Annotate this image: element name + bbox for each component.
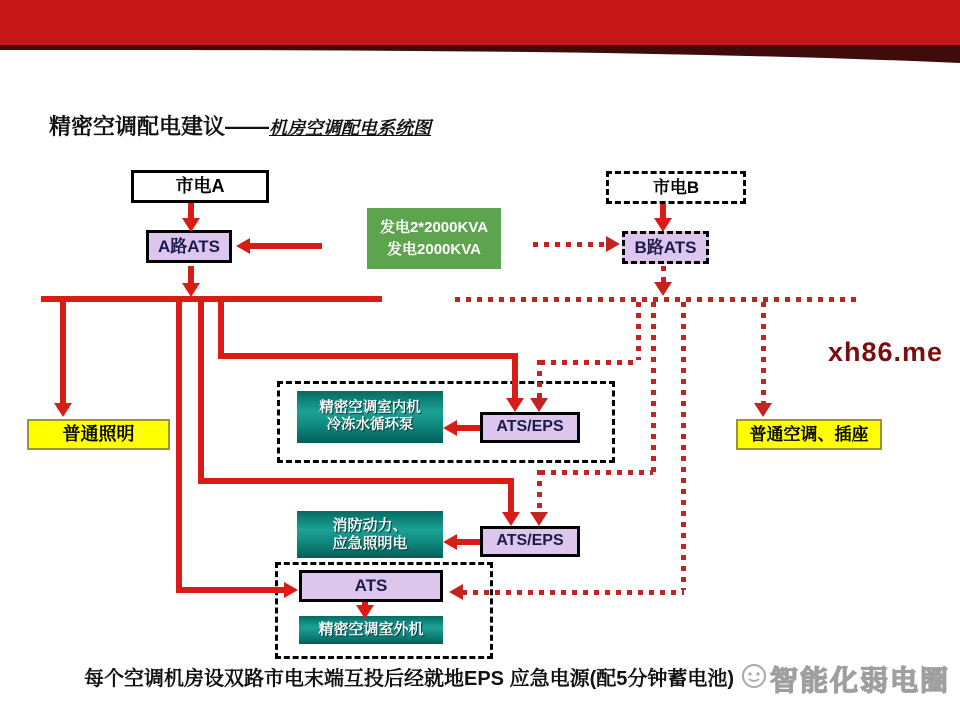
ac-sockets-node — [736, 419, 882, 450]
ats-eps-2-label: ATS/EPS — [496, 532, 564, 550]
feed-eps1-horizontal — [218, 353, 518, 359]
feed-eps2-vertical — [198, 302, 204, 484]
generator-line1: 发电2*2000KVA — [379, 218, 489, 236]
bus-a-line — [41, 296, 382, 302]
fire-power-line1: 消防动力、 — [332, 517, 408, 535]
ats-outdoor-label: ATS — [354, 576, 388, 596]
outdoor-unit-label: 精密空调室外机 — [318, 621, 424, 639]
dotted-eps2-vertical — [651, 302, 656, 472]
indoor-unit-line2: 冷冻水循环泵 — [326, 417, 414, 433]
mains-a-node — [131, 170, 269, 203]
generator-line2: 发电2000KVA — [387, 241, 481, 258]
arrowhead-mains-a — [182, 218, 200, 232]
dotted-eps1-horizontal — [540, 360, 638, 365]
fire-power-line2: 应急照明电 — [332, 534, 408, 552]
outdoor-unit-node — [299, 616, 443, 644]
mains-b-node — [606, 171, 746, 204]
lighting-node — [27, 419, 170, 450]
feed-ats-vertical — [176, 302, 182, 593]
arrowhead-ats-a-bus — [182, 283, 200, 297]
dotted-eps2-horizontal — [540, 470, 653, 475]
ats-a-label: A路ATS — [157, 236, 220, 256]
ats-eps-1-node — [480, 412, 580, 443]
arrowhead-eps1-solid — [506, 398, 524, 412]
arrowhead-eps2-solid — [502, 512, 520, 526]
slide-caption: 每个空调机房设双路市电末端互投后经就地EPS 应急电源(配5分钟蓄电池) — [84, 668, 735, 690]
arrowhead-gen-to-ats-b — [606, 236, 620, 252]
ats-a-node — [146, 230, 232, 263]
fire-power-node — [297, 511, 443, 558]
page-title — [49, 110, 431, 141]
dotted-ats-b-to-bus — [661, 266, 666, 283]
brand-watermark: 智能化弱电圈 — [770, 665, 951, 696]
arrowhead-eps1-to-indoor — [443, 420, 457, 436]
dotted-ats-vertical — [681, 302, 686, 590]
arrowhead-lighting — [54, 403, 72, 417]
ats-outdoor-node — [299, 570, 443, 602]
feed-eps1-drop — [512, 353, 518, 400]
arrowhead-ats-solid — [284, 582, 298, 598]
generator-node — [367, 208, 501, 269]
dotted-sockets-drop — [761, 302, 766, 405]
header-band — [0, 0, 960, 70]
feed-ats-horizontal — [176, 587, 286, 593]
dotted-eps1-vertical — [636, 302, 641, 360]
dotted-ats-horizontal — [462, 590, 684, 595]
arrowhead-ats-dotted — [449, 584, 463, 600]
arrowhead-eps2-dotted — [530, 512, 548, 526]
dotted-eps2-drop — [537, 470, 542, 514]
arrowhead-ats-b-bus — [654, 282, 672, 296]
brand-logo-icon — [740, 662, 768, 690]
title-sub: 机房空调配电系统图 — [269, 118, 432, 138]
ats-eps-2-node — [480, 526, 580, 557]
drop-lighting-line — [60, 302, 66, 404]
dotted-gen-to-ats-b — [533, 242, 606, 247]
mains-b-label: 市电B — [652, 177, 700, 197]
lighting-label: 普通照明 — [62, 424, 135, 445]
ats-b-node — [622, 231, 709, 264]
bus-b-line — [455, 297, 862, 302]
feed-eps1-vertical — [218, 302, 224, 359]
arrow-ats-a-to-bus — [188, 266, 194, 284]
arrow-eps2-to-fire — [456, 539, 480, 545]
arrowhead-gen-to-ats-a — [236, 238, 250, 254]
arrowhead-mains-b — [654, 218, 672, 232]
site-watermark: xh86.me — [828, 337, 944, 367]
feed-eps2-drop — [508, 478, 514, 515]
arrow-eps1-to-indoor — [456, 425, 480, 431]
ats-b-label: B路ATS — [634, 237, 697, 257]
arrowhead-sockets — [754, 403, 772, 417]
ats-eps-1-label: ATS/EPS — [496, 418, 564, 436]
arrowhead-ats-to-outdoor — [356, 605, 374, 619]
arrowhead-eps1-dotted — [530, 398, 548, 412]
feed-eps2-horizontal — [198, 478, 514, 484]
ac-sockets-label: 普通空调、插座 — [749, 424, 869, 444]
title-main: 精密空调配电建议—— — [49, 114, 270, 139]
mains-a-label: 市电A — [175, 176, 225, 197]
dotted-eps1-drop — [537, 360, 542, 400]
indoor-unit-line1: 精密空调室内机 — [319, 400, 421, 417]
arrowhead-eps2-to-fire — [443, 534, 457, 550]
arrow-gen-to-ats-a — [249, 243, 322, 249]
indoor-unit-node — [297, 391, 443, 443]
